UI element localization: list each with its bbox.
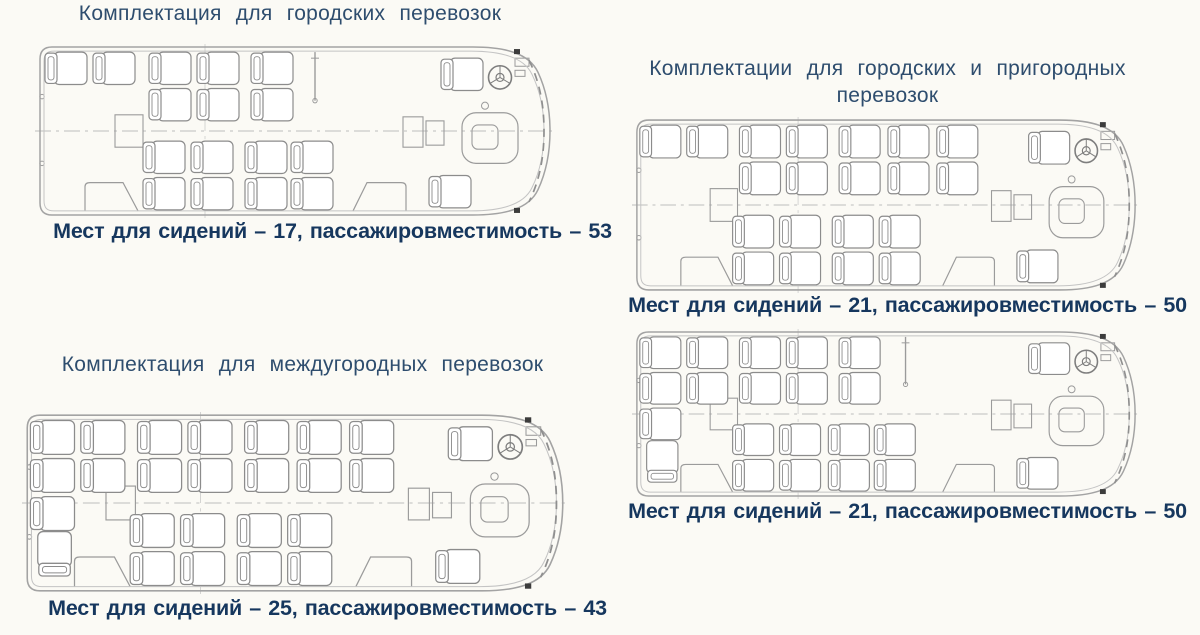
caption-city-suburban-1: Мест для сидений – 21, пассажировместимость – 50 <box>628 293 1187 317</box>
section-title-city-suburban: Комплектации для городских и пригородных перевозок <box>649 57 1126 107</box>
caption-city-suburban-2: Мест для сидений – 21, пассажировместимость – 50 <box>628 499 1187 523</box>
bus-floorplan-intercity <box>22 412 568 594</box>
bus-floorplan-city-suburban-2 <box>632 329 1140 499</box>
bus-floorplan-city <box>35 44 555 218</box>
caption-city: Мест для сидений – 17, пассажировместимость – 53 <box>53 219 612 243</box>
section-title-intercity: Комплектация для междугородных перевозок <box>61 353 544 376</box>
section-title-city: Комплектация для городских перевозок <box>78 2 502 25</box>
bus-floorplan-city-suburban-1 <box>632 117 1140 293</box>
caption-intercity: Мест для сидений – 25, пассажировместимость – 43 <box>48 596 607 620</box>
